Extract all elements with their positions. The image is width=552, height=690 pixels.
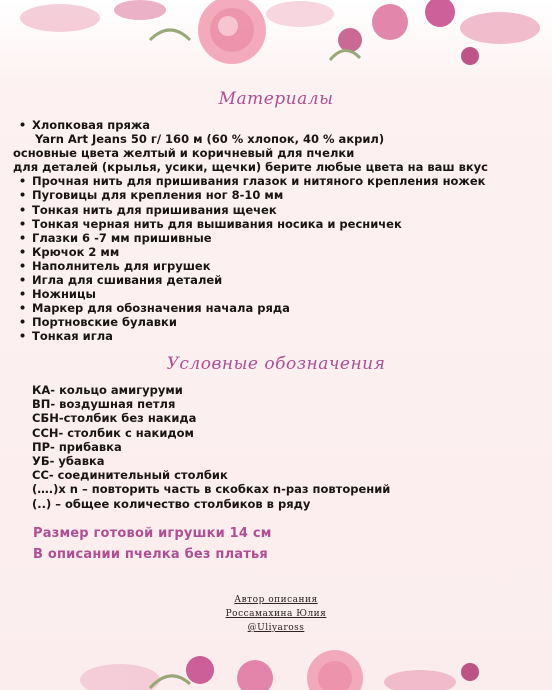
author-label: Автор описания — [234, 595, 318, 605]
symbol-item: ПР- прибавка — [32, 439, 122, 454]
material-item: • Крючок 2 мм — [13, 245, 488, 259]
symbol-item: ССН- столбик с накидом — [32, 425, 194, 440]
symbol-item: ВП- воздушная петля — [32, 397, 176, 412]
material-item: • Глазки 6 -7 мм пришивные — [13, 231, 488, 245]
symbols-list — [32, 383, 390, 511]
material-item: для деталей (крылья, усики, щечки) берите любые цвета на ваш вкус — [13, 160, 488, 175]
symbol-item: (….)x n – повторить часть в скобках n-раз повторений — [32, 482, 391, 497]
material-item: • Портновские булавки — [13, 315, 488, 329]
material-item: Yarn Art Jeans 50 г/ 160 м (60 % хлопок, 40 % акрил) — [35, 132, 385, 147]
material-item: • Тонкая нить для пришивания щечек — [13, 203, 488, 217]
toy-size-note: Размер готовой игрушки 14 см — [33, 526, 272, 541]
author-name: Россамахина Юлия — [225, 609, 327, 619]
symbols-heading: Условные обозначения — [166, 354, 386, 374]
material-item: • Маркер для обозначения начала ряда — [13, 301, 488, 315]
material-item: основные цвета желтый и коричневый для пчелки — [13, 146, 355, 161]
material-item: • Ножницы — [13, 287, 488, 301]
floral-decoration-top — [0, 0, 552, 92]
symbol-item: УБ- убавка — [32, 454, 105, 469]
material-item: • Тонкая черная нить для вышивания носика и ресничек — [13, 217, 488, 231]
material-item: • Игла для сшивания деталей — [13, 273, 488, 287]
symbol-item: КА- кольцо амигуруми — [32, 383, 183, 397]
material-item: • Хлопковая пряжа — [13, 118, 488, 132]
materials-list — [13, 118, 488, 344]
material-item: • Пуговицы для крепления ног 8-10 мм — [13, 188, 488, 202]
symbol-item: СБН-столбик без накида — [32, 411, 197, 426]
material-item: • Наполнитель для игрушек — [13, 259, 488, 273]
author-handle[interactable]: @Uliyaross — [247, 623, 305, 633]
symbol-item: (..) – общее количество столбиков в ряду — [32, 496, 311, 511]
floral-decoration-bottom — [0, 620, 552, 690]
symbol-item: СС- соединительный столбик — [32, 468, 228, 483]
material-item: • Тонкая игла — [13, 329, 488, 343]
dress-note: В описании пчелка без платья — [33, 547, 268, 562]
materials-heading: Материалы — [218, 89, 334, 109]
material-item: • Прочная нить для пришивания глазок и нитяного крепления ножек — [13, 174, 488, 188]
